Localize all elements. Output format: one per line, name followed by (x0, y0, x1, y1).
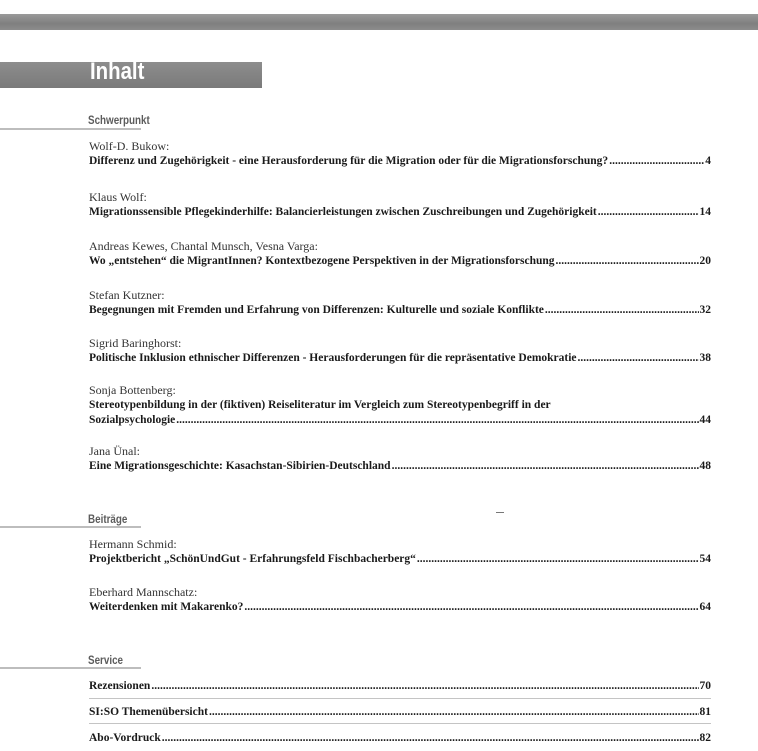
entry-page: 54 (699, 553, 711, 565)
entry-title: Projektbericht „SchönUndGut - Erfahrungsfeld Fischbacherberg“ (89, 553, 416, 565)
entry-author: Jana Ünal: (89, 444, 140, 458)
section-rule (0, 128, 141, 130)
entry-title-line[interactable] (89, 600, 711, 615)
toc-entry (89, 336, 711, 366)
entry-title-line[interactable] (89, 679, 711, 694)
entry-title-line[interactable] (89, 205, 711, 220)
leader-dots (162, 731, 699, 746)
service-divider (89, 698, 711, 699)
entry-author: Eberhard Mannschatz: (89, 585, 198, 599)
entry-author: Stefan Kutzner: (89, 288, 165, 302)
entry-title: Begegnungen mit Fremden und Erfahrung von Differenzen: Kulturelle und soziale Konflikte (89, 304, 544, 316)
toc-entry (89, 537, 711, 567)
entry-title-line[interactable] (89, 459, 711, 474)
entry-title: Eine Migrationsgeschichte: Kasachstan-Sibirien-Deutschland (89, 460, 391, 472)
leader-dots (244, 600, 698, 615)
leader-dots (209, 705, 699, 720)
entry-title-line1[interactable]: Stereotypenbildung in der (fiktiven) Reiseliteratur im Vergleich zum Stereotypenbegriff in der (89, 399, 551, 411)
entry-page: 20 (699, 255, 711, 267)
toc-entry (89, 239, 711, 269)
entry-author: Sonja Bottenberg: (89, 383, 176, 397)
entry-page: 81 (699, 706, 711, 718)
leader-dots (417, 552, 699, 567)
top-decorative-bar (0, 14, 758, 30)
entry-page: 70 (699, 680, 711, 692)
leader-dots (545, 303, 699, 318)
toc-entry (89, 679, 711, 694)
entry-title-line[interactable] (89, 254, 711, 269)
toc-entry (89, 731, 711, 746)
entry-page: 4 (705, 155, 711, 167)
section-label-schwerpunkt: Schwerpunkt (88, 113, 150, 127)
leader-dots (556, 254, 699, 269)
entry-author: Klaus Wolf: (89, 190, 147, 204)
scan-speck (496, 512, 504, 513)
entry-author: Hermann Schmid: (89, 537, 177, 551)
entry-title: Abo-Vordruck (89, 732, 161, 744)
section-label-beitraege: Beiträge (88, 512, 128, 526)
leader-dots (392, 459, 699, 474)
entry-page: 48 (699, 460, 711, 472)
entry-page: 44 (699, 414, 711, 426)
toc-entry (89, 190, 711, 220)
entry-title: Differenz und Zugehörigkeit - eine Herausforderung für die Migration oder für die Migrationsforschung? (89, 155, 609, 167)
entry-title: Sozialpsychologie (89, 414, 176, 426)
entry-title-line[interactable] (89, 154, 711, 169)
entry-page: 82 (699, 732, 711, 744)
leader-dots (176, 413, 698, 428)
entry-title: Politische Inklusion ethnischer Differenzen - Herausforderungen für die repräsentative Demokratie (89, 352, 577, 364)
page-title: Inhalt (90, 58, 145, 85)
entry-title: Wo „entstehen“ die MigrantInnen? Kontextbezogene Perspektiven in der Migrationsforschung (89, 255, 555, 267)
toc-entry (89, 705, 711, 720)
section-label-service: Service (88, 653, 124, 667)
toc-entry (89, 383, 711, 428)
service-divider (89, 723, 711, 724)
entry-page: 64 (699, 601, 711, 613)
entry-title: Weiterdenken mit Makarenko? (89, 601, 244, 613)
leader-dots (609, 154, 704, 169)
leader-dots (578, 351, 699, 366)
toc-entry (89, 585, 711, 615)
section-rule (0, 667, 141, 669)
section-rule (0, 526, 141, 528)
entry-author: Sigrid Baringhorst: (89, 336, 182, 350)
entry-title-line[interactable] (89, 303, 711, 318)
entry-author: Wolf-D. Bukow: (89, 139, 170, 153)
entry-title-line[interactable] (89, 552, 711, 567)
entry-page: 14 (699, 206, 711, 218)
leader-dots (598, 205, 699, 220)
entry-title-line[interactable] (89, 351, 711, 366)
entry-title-line[interactable] (89, 731, 711, 746)
toc-entry (89, 139, 711, 169)
leader-dots (151, 679, 698, 694)
entry-page: 32 (699, 304, 711, 316)
toc-entry (89, 444, 711, 474)
entry-title: Migrationssensible Pflegekinderhilfe: Balancierleistungen zwischen Zuschreibungen und Zugehörigkeit (89, 206, 597, 218)
entry-page: 38 (699, 352, 711, 364)
entry-title: SI:SO Themenübersicht (89, 706, 208, 718)
entry-title: Rezensionen (89, 680, 151, 692)
entry-title-line[interactable] (89, 413, 711, 428)
toc-entry (89, 288, 711, 318)
entry-author: Andreas Kewes, Chantal Munsch, Vesna Varga: (89, 239, 318, 253)
entry-title-line[interactable] (89, 705, 711, 720)
